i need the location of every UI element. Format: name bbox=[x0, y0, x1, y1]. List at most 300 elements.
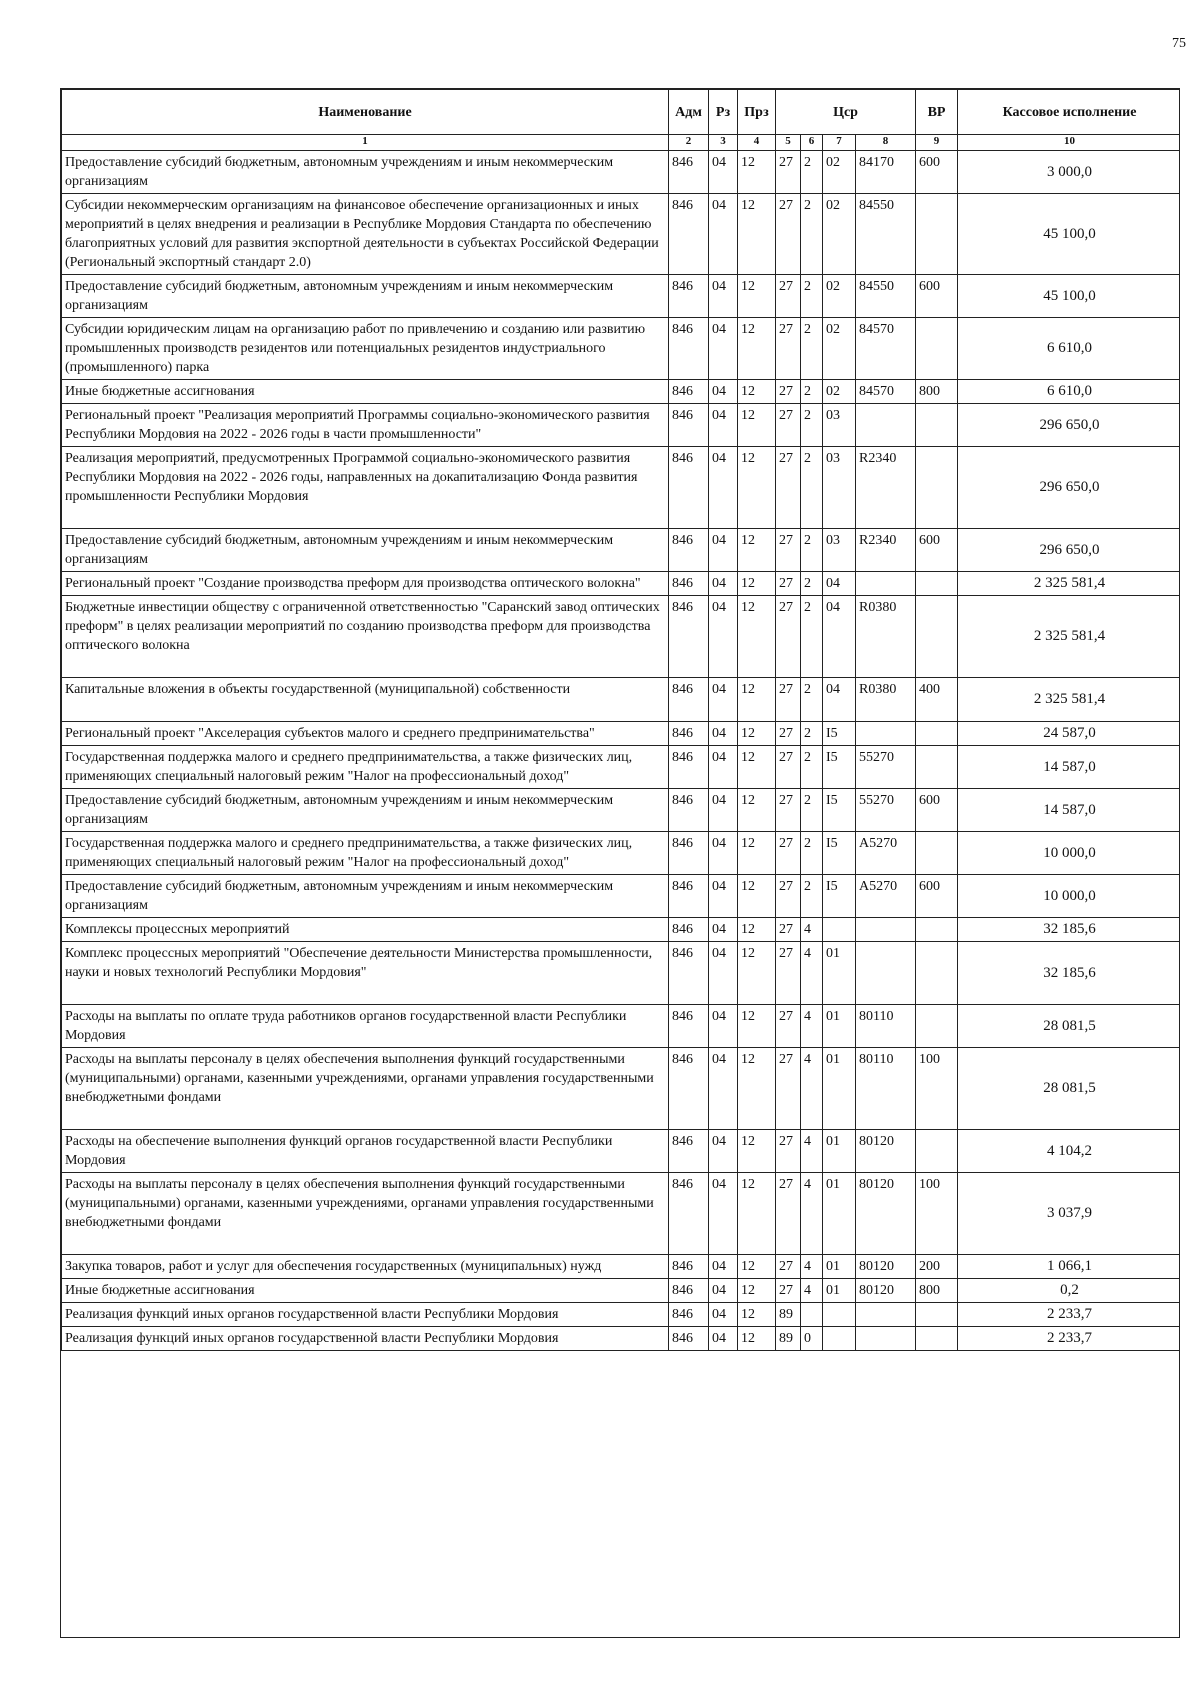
csr-type-cell: 2 bbox=[801, 875, 823, 918]
row-name-cell: Капитальные вложения в объекты государственной (муниципальной) собственности bbox=[62, 678, 669, 722]
vr-cell: 100 bbox=[916, 1173, 958, 1255]
vr-cell bbox=[916, 572, 958, 596]
csr-type-cell: 2 bbox=[801, 151, 823, 194]
row-name-cell: Реализация мероприятий, предусмотренных Программой социально-экономического развития Республики Мордовия на 2022 - 2026 годы, направленных на докапитализацию Фонда развития промышленности Республики Мордовия bbox=[62, 447, 669, 529]
row-name-cell: Субсидии некоммерческим организациям на финансовое обеспечение организационных и иных мероприятий в целях внедрения и реализации в Республике Мордовия Стандарта по обеспечению благоприятных условий для развития экспортной деятельности в субъектах Российской Федерации (Региональный экспортный стандарт 2.0) bbox=[62, 194, 669, 275]
amount-cell: 296 650,0 bbox=[958, 404, 1180, 447]
table-row bbox=[62, 572, 1181, 596]
csr-type-cell: 4 bbox=[801, 942, 823, 1005]
column-number: 4 bbox=[738, 135, 776, 151]
vr-cell bbox=[916, 596, 958, 678]
rz-cell: 04 bbox=[709, 447, 738, 529]
prz-cell: 12 bbox=[738, 1327, 776, 1351]
rz-cell: 04 bbox=[709, 1303, 738, 1327]
header-prz: Прз bbox=[738, 90, 776, 135]
header-csr: Цср bbox=[776, 90, 916, 135]
csr-program-cell: 27 bbox=[776, 1279, 801, 1303]
adm-cell: 846 bbox=[669, 572, 709, 596]
amount-cell: 14 587,0 bbox=[958, 789, 1180, 832]
row-name-cell: Региональный проект "Акселерация субъектов малого и среднего предпринимательства" bbox=[62, 722, 669, 746]
header-adm: Адм bbox=[669, 90, 709, 135]
vr-cell bbox=[916, 1303, 958, 1327]
row-name-cell: Государственная поддержка малого и среднего предпринимательства, а также физических лиц, применяющих специальный налоговый режим "Налог на профессиональный доход" bbox=[62, 746, 669, 789]
adm-cell: 846 bbox=[669, 1005, 709, 1048]
vr-cell: 800 bbox=[916, 1279, 958, 1303]
amount-cell: 24 587,0 bbox=[958, 722, 1180, 746]
row-name-cell: Комплекс процессных мероприятий "Обеспечение деятельности Министерства промышленности, науки и новых технологий Республики Мордовия" bbox=[62, 942, 669, 1005]
table-row bbox=[62, 678, 1181, 722]
prz-cell: 12 bbox=[738, 404, 776, 447]
vr-cell bbox=[916, 1130, 958, 1173]
vr-cell: 400 bbox=[916, 678, 958, 722]
amount-cell: 2 233,7 bbox=[958, 1303, 1180, 1327]
csr-subtype-cell: I5 bbox=[823, 746, 856, 789]
prz-cell: 12 bbox=[738, 1048, 776, 1130]
csr-direction-cell: 80120 bbox=[856, 1173, 916, 1255]
csr-subtype-cell bbox=[823, 1303, 856, 1327]
csr-type-cell: 2 bbox=[801, 318, 823, 380]
csr-direction-cell bbox=[856, 918, 916, 942]
amount-cell: 10 000,0 bbox=[958, 875, 1180, 918]
csr-type-cell: 4 bbox=[801, 1255, 823, 1279]
csr-direction-cell bbox=[856, 942, 916, 1005]
row-name-cell: Расходы на выплаты по оплате труда работников органов государственной власти Республики Мордовия bbox=[62, 1005, 669, 1048]
csr-subtype-cell: 01 bbox=[823, 1005, 856, 1048]
table-row bbox=[62, 1303, 1181, 1327]
csr-program-cell: 27 bbox=[776, 151, 801, 194]
prz-cell: 12 bbox=[738, 942, 776, 1005]
adm-cell: 846 bbox=[669, 151, 709, 194]
table-row bbox=[62, 380, 1181, 404]
column-number: 6 bbox=[801, 135, 823, 151]
csr-type-cell: 2 bbox=[801, 275, 823, 318]
rz-cell: 04 bbox=[709, 194, 738, 275]
table-row bbox=[62, 151, 1181, 194]
adm-cell: 846 bbox=[669, 875, 709, 918]
table-header-row bbox=[62, 90, 1181, 135]
csr-program-cell: 27 bbox=[776, 318, 801, 380]
amount-cell: 10 000,0 bbox=[958, 832, 1180, 875]
row-name-cell: Комплексы процессных мероприятий bbox=[62, 918, 669, 942]
csr-type-cell: 2 bbox=[801, 572, 823, 596]
amount-cell: 14 587,0 bbox=[958, 746, 1180, 789]
rz-cell: 04 bbox=[709, 596, 738, 678]
csr-direction-cell: R2340 bbox=[856, 529, 916, 572]
prz-cell: 12 bbox=[738, 380, 776, 404]
header-amount: Кассовое исполнение bbox=[958, 90, 1180, 135]
csr-subtype-cell: 02 bbox=[823, 318, 856, 380]
csr-subtype-cell: 01 bbox=[823, 1130, 856, 1173]
prz-cell: 12 bbox=[738, 875, 776, 918]
column-number: 7 bbox=[823, 135, 856, 151]
rz-cell: 04 bbox=[709, 1279, 738, 1303]
page-number: 75 bbox=[1172, 36, 1186, 51]
csr-direction-cell: R2340 bbox=[856, 447, 916, 529]
amount-cell: 2 325 581,4 bbox=[958, 678, 1180, 722]
rz-cell: 04 bbox=[709, 678, 738, 722]
csr-direction-cell: 84170 bbox=[856, 151, 916, 194]
table-row bbox=[62, 275, 1181, 318]
csr-subtype-cell: 04 bbox=[823, 572, 856, 596]
rz-cell: 04 bbox=[709, 722, 738, 746]
amount-cell: 2 325 581,4 bbox=[958, 572, 1180, 596]
adm-cell: 846 bbox=[669, 1173, 709, 1255]
prz-cell: 12 bbox=[738, 572, 776, 596]
table-row bbox=[62, 789, 1181, 832]
header-name: Наименование bbox=[62, 90, 669, 135]
row-name-cell: Бюджетные инвестиции обществу с ограниченной ответственностью "Саранский завод оптических преформ" в целях реализации мероприятий по созданию производства преформ для производства оптического волокна bbox=[62, 596, 669, 678]
csr-program-cell: 27 bbox=[776, 678, 801, 722]
row-name-cell: Субсидии юридическим лицам на организацию работ по привлечению и созданию или развитию промышленных производств резидентов или потенциальных резидентов индустриального (промышленного) парка bbox=[62, 318, 669, 380]
amount-cell: 28 081,5 bbox=[958, 1005, 1180, 1048]
vr-cell bbox=[916, 746, 958, 789]
prz-cell: 12 bbox=[738, 832, 776, 875]
vr-cell bbox=[916, 918, 958, 942]
csr-type-cell: 4 bbox=[801, 1048, 823, 1130]
adm-cell: 846 bbox=[669, 447, 709, 529]
amount-cell: 2 325 581,4 bbox=[958, 596, 1180, 678]
budget-execution-table bbox=[61, 89, 1180, 1351]
adm-cell: 846 bbox=[669, 942, 709, 1005]
vr-cell: 200 bbox=[916, 1255, 958, 1279]
amount-cell: 3 037,9 bbox=[958, 1173, 1180, 1255]
csr-direction-cell: 80110 bbox=[856, 1048, 916, 1130]
csr-direction-cell: 55270 bbox=[856, 746, 916, 789]
vr-cell bbox=[916, 832, 958, 875]
vr-cell: 600 bbox=[916, 789, 958, 832]
csr-type-cell: 2 bbox=[801, 789, 823, 832]
csr-subtype-cell: 04 bbox=[823, 596, 856, 678]
csr-type-cell: 2 bbox=[801, 447, 823, 529]
prz-cell: 12 bbox=[738, 1303, 776, 1327]
csr-direction-cell bbox=[856, 572, 916, 596]
row-name-cell: Расходы на обеспечение выполнения функций органов государственной власти Республики Мордовия bbox=[62, 1130, 669, 1173]
rz-cell: 04 bbox=[709, 151, 738, 194]
adm-cell: 846 bbox=[669, 404, 709, 447]
csr-program-cell: 27 bbox=[776, 875, 801, 918]
row-name-cell: Предоставление субсидий бюджетным, автономным учреждениям и иным некоммерческим организациям bbox=[62, 875, 669, 918]
rz-cell: 04 bbox=[709, 942, 738, 1005]
row-name-cell: Закупка товаров, работ и услуг для обеспечения государственных (муниципальных) нужд bbox=[62, 1255, 669, 1279]
csr-type-cell: 4 bbox=[801, 918, 823, 942]
table-row bbox=[62, 404, 1181, 447]
csr-type-cell: 0 bbox=[801, 1327, 823, 1351]
vr-cell bbox=[916, 404, 958, 447]
prz-cell: 12 bbox=[738, 722, 776, 746]
csr-type-cell: 4 bbox=[801, 1005, 823, 1048]
csr-type-cell: 2 bbox=[801, 529, 823, 572]
csr-subtype-cell: 01 bbox=[823, 1279, 856, 1303]
vr-cell bbox=[916, 942, 958, 1005]
csr-subtype-cell: I5 bbox=[823, 832, 856, 875]
column-number: 8 bbox=[856, 135, 916, 151]
header-vr: ВР bbox=[916, 90, 958, 135]
rz-cell: 04 bbox=[709, 572, 738, 596]
csr-program-cell: 27 bbox=[776, 789, 801, 832]
csr-direction-cell bbox=[856, 404, 916, 447]
adm-cell: 846 bbox=[669, 318, 709, 380]
prz-cell: 12 bbox=[738, 918, 776, 942]
csr-program-cell: 27 bbox=[776, 404, 801, 447]
csr-direction-cell: R0380 bbox=[856, 596, 916, 678]
csr-type-cell bbox=[801, 1303, 823, 1327]
adm-cell: 846 bbox=[669, 1130, 709, 1173]
csr-program-cell: 27 bbox=[776, 1130, 801, 1173]
amount-cell: 296 650,0 bbox=[958, 529, 1180, 572]
amount-cell: 3 000,0 bbox=[958, 151, 1180, 194]
csr-subtype-cell: 02 bbox=[823, 151, 856, 194]
rz-cell: 04 bbox=[709, 746, 738, 789]
prz-cell: 12 bbox=[738, 746, 776, 789]
adm-cell: 846 bbox=[669, 1048, 709, 1130]
column-number: 1 bbox=[62, 135, 669, 151]
prz-cell: 12 bbox=[738, 1279, 776, 1303]
amount-cell: 1 066,1 bbox=[958, 1255, 1180, 1279]
vr-cell: 600 bbox=[916, 275, 958, 318]
table-row bbox=[62, 447, 1181, 529]
vr-cell: 600 bbox=[916, 875, 958, 918]
vr-cell bbox=[916, 1327, 958, 1351]
table-row bbox=[62, 596, 1181, 678]
adm-cell: 846 bbox=[669, 789, 709, 832]
csr-subtype-cell bbox=[823, 918, 856, 942]
prz-cell: 12 bbox=[738, 1130, 776, 1173]
vr-cell bbox=[916, 318, 958, 380]
table-row bbox=[62, 318, 1181, 380]
column-number: 10 bbox=[958, 135, 1180, 151]
table-row bbox=[62, 918, 1181, 942]
vr-cell: 100 bbox=[916, 1048, 958, 1130]
csr-type-cell: 4 bbox=[801, 1173, 823, 1255]
column-number: 9 bbox=[916, 135, 958, 151]
adm-cell: 846 bbox=[669, 275, 709, 318]
table-row bbox=[62, 1130, 1181, 1173]
table-row bbox=[62, 529, 1181, 572]
vr-cell bbox=[916, 194, 958, 275]
csr-direction-cell: 84570 bbox=[856, 380, 916, 404]
adm-cell: 846 bbox=[669, 1303, 709, 1327]
row-name-cell: Региональный проект "Реализация мероприятий Программы социально-экономического развития Республики Мордовия на 2022 - 2026 годы в части промышленности" bbox=[62, 404, 669, 447]
amount-cell: 6 610,0 bbox=[958, 380, 1180, 404]
adm-cell: 846 bbox=[669, 529, 709, 572]
prz-cell: 12 bbox=[738, 789, 776, 832]
csr-program-cell: 27 bbox=[776, 529, 801, 572]
csr-program-cell: 27 bbox=[776, 596, 801, 678]
table-row bbox=[62, 1255, 1181, 1279]
csr-direction-cell: A5270 bbox=[856, 832, 916, 875]
rz-cell: 04 bbox=[709, 1173, 738, 1255]
adm-cell: 846 bbox=[669, 918, 709, 942]
csr-type-cell: 4 bbox=[801, 1279, 823, 1303]
csr-program-cell: 27 bbox=[776, 1048, 801, 1130]
vr-cell: 600 bbox=[916, 529, 958, 572]
rz-cell: 04 bbox=[709, 275, 738, 318]
table-row bbox=[62, 1279, 1181, 1303]
prz-cell: 12 bbox=[738, 447, 776, 529]
table-row bbox=[62, 875, 1181, 918]
csr-direction-cell: 80110 bbox=[856, 1005, 916, 1048]
prz-cell: 12 bbox=[738, 1255, 776, 1279]
row-name-cell: Иные бюджетные ассигнования bbox=[62, 1279, 669, 1303]
csr-subtype-cell: I5 bbox=[823, 875, 856, 918]
row-name-cell: Предоставление субсидий бюджетным, автономным учреждениям и иным некоммерческим организациям bbox=[62, 529, 669, 572]
csr-direction-cell bbox=[856, 722, 916, 746]
csr-program-cell: 27 bbox=[776, 918, 801, 942]
csr-type-cell: 2 bbox=[801, 678, 823, 722]
row-name-cell: Расходы на выплаты персоналу в целях обеспечения выполнения функций государственными (муниципальными) органами, казенными учреждениями, органами управления государственными внебюджетными фондами bbox=[62, 1048, 669, 1130]
csr-type-cell: 4 bbox=[801, 1130, 823, 1173]
csr-direction-cell: A5270 bbox=[856, 875, 916, 918]
csr-subtype-cell: 02 bbox=[823, 275, 856, 318]
csr-subtype-cell: 01 bbox=[823, 942, 856, 1005]
csr-subtype-cell bbox=[823, 1327, 856, 1351]
vr-cell bbox=[916, 447, 958, 529]
csr-program-cell: 27 bbox=[776, 275, 801, 318]
adm-cell: 846 bbox=[669, 596, 709, 678]
row-name-cell: Реализация функций иных органов государственной власти Республики Мордовия bbox=[62, 1327, 669, 1351]
csr-subtype-cell: I5 bbox=[823, 789, 856, 832]
csr-subtype-cell: 03 bbox=[823, 447, 856, 529]
header-rz: Рз bbox=[709, 90, 738, 135]
prz-cell: 12 bbox=[738, 596, 776, 678]
rz-cell: 04 bbox=[709, 1005, 738, 1048]
csr-program-cell: 27 bbox=[776, 1173, 801, 1255]
csr-subtype-cell: 01 bbox=[823, 1048, 856, 1130]
csr-type-cell: 2 bbox=[801, 746, 823, 789]
table-row bbox=[62, 1327, 1181, 1351]
prz-cell: 12 bbox=[738, 318, 776, 380]
csr-program-cell: 89 bbox=[776, 1303, 801, 1327]
budget-table-frame bbox=[60, 88, 1180, 1638]
adm-cell: 846 bbox=[669, 380, 709, 404]
adm-cell: 846 bbox=[669, 1255, 709, 1279]
csr-type-cell: 2 bbox=[801, 596, 823, 678]
csr-subtype-cell: 01 bbox=[823, 1173, 856, 1255]
csr-program-cell: 27 bbox=[776, 832, 801, 875]
csr-type-cell: 2 bbox=[801, 722, 823, 746]
amount-cell: 0,2 bbox=[958, 1279, 1180, 1303]
row-name-cell: Предоставление субсидий бюджетным, автономным учреждениям и иным некоммерческим организациям bbox=[62, 789, 669, 832]
csr-direction-cell: 84570 bbox=[856, 318, 916, 380]
table-row bbox=[62, 832, 1181, 875]
prz-cell: 12 bbox=[738, 194, 776, 275]
csr-type-cell: 2 bbox=[801, 832, 823, 875]
csr-program-cell: 27 bbox=[776, 722, 801, 746]
column-number: 2 bbox=[669, 135, 709, 151]
csr-type-cell: 2 bbox=[801, 404, 823, 447]
csr-subtype-cell: 04 bbox=[823, 678, 856, 722]
adm-cell: 846 bbox=[669, 832, 709, 875]
csr-subtype-cell: 02 bbox=[823, 380, 856, 404]
csr-program-cell: 27 bbox=[776, 380, 801, 404]
table-row bbox=[62, 722, 1181, 746]
csr-subtype-cell: 01 bbox=[823, 1255, 856, 1279]
amount-cell: 32 185,6 bbox=[958, 942, 1180, 1005]
adm-cell: 846 bbox=[669, 1327, 709, 1351]
rz-cell: 04 bbox=[709, 832, 738, 875]
prz-cell: 12 bbox=[738, 275, 776, 318]
table-row bbox=[62, 194, 1181, 275]
amount-cell: 28 081,5 bbox=[958, 1048, 1180, 1130]
csr-program-cell: 27 bbox=[776, 942, 801, 1005]
rz-cell: 04 bbox=[709, 318, 738, 380]
rz-cell: 04 bbox=[709, 1327, 738, 1351]
amount-cell: 6 610,0 bbox=[958, 318, 1180, 380]
prz-cell: 12 bbox=[738, 151, 776, 194]
csr-direction-cell: 84550 bbox=[856, 275, 916, 318]
csr-program-cell: 27 bbox=[776, 194, 801, 275]
csr-program-cell: 27 bbox=[776, 746, 801, 789]
csr-direction-cell: 80120 bbox=[856, 1279, 916, 1303]
rz-cell: 04 bbox=[709, 404, 738, 447]
prz-cell: 12 bbox=[738, 529, 776, 572]
row-name-cell: Региональный проект "Создание производства преформ для производства оптического волокна" bbox=[62, 572, 669, 596]
csr-type-cell: 2 bbox=[801, 194, 823, 275]
prz-cell: 12 bbox=[738, 1005, 776, 1048]
csr-direction-cell: 84550 bbox=[856, 194, 916, 275]
rz-cell: 04 bbox=[709, 789, 738, 832]
csr-program-cell: 27 bbox=[776, 572, 801, 596]
csr-direction-cell bbox=[856, 1303, 916, 1327]
table-body bbox=[62, 151, 1181, 1351]
rz-cell: 04 bbox=[709, 875, 738, 918]
adm-cell: 846 bbox=[669, 746, 709, 789]
row-name-cell: Расходы на выплаты персоналу в целях обеспечения выполнения функций государственными (муниципальными) органами, казенными учреждениями, органами управления государственными внебюджетными фондами bbox=[62, 1173, 669, 1255]
column-number: 5 bbox=[776, 135, 801, 151]
row-name-cell: Предоставление субсидий бюджетным, автономным учреждениям и иным некоммерческим организациям bbox=[62, 275, 669, 318]
column-numbers-row bbox=[62, 135, 1181, 151]
csr-subtype-cell: I5 bbox=[823, 722, 856, 746]
csr-direction-cell bbox=[856, 1327, 916, 1351]
vr-cell: 800 bbox=[916, 380, 958, 404]
rz-cell: 04 bbox=[709, 1255, 738, 1279]
csr-program-cell: 27 bbox=[776, 1005, 801, 1048]
amount-cell: 4 104,2 bbox=[958, 1130, 1180, 1173]
amount-cell: 296 650,0 bbox=[958, 447, 1180, 529]
rz-cell: 04 bbox=[709, 918, 738, 942]
vr-cell bbox=[916, 1005, 958, 1048]
csr-direction-cell: 55270 bbox=[856, 789, 916, 832]
table-row bbox=[62, 942, 1181, 1005]
amount-cell: 2 233,7 bbox=[958, 1327, 1180, 1351]
amount-cell: 32 185,6 bbox=[958, 918, 1180, 942]
table-row bbox=[62, 1173, 1181, 1255]
rz-cell: 04 bbox=[709, 1048, 738, 1130]
csr-direction-cell: 80120 bbox=[856, 1255, 916, 1279]
vr-cell bbox=[916, 722, 958, 746]
table-row bbox=[62, 746, 1181, 789]
row-name-cell: Иные бюджетные ассигнования bbox=[62, 380, 669, 404]
adm-cell: 846 bbox=[669, 1279, 709, 1303]
table-row bbox=[62, 1048, 1181, 1130]
amount-cell: 45 100,0 bbox=[958, 275, 1180, 318]
csr-subtype-cell: 02 bbox=[823, 194, 856, 275]
adm-cell: 846 bbox=[669, 722, 709, 746]
csr-program-cell: 27 bbox=[776, 447, 801, 529]
csr-program-cell: 89 bbox=[776, 1327, 801, 1351]
prz-cell: 12 bbox=[738, 1173, 776, 1255]
rz-cell: 04 bbox=[709, 529, 738, 572]
csr-direction-cell: R0380 bbox=[856, 678, 916, 722]
adm-cell: 846 bbox=[669, 678, 709, 722]
column-number: 3 bbox=[709, 135, 738, 151]
csr-type-cell: 2 bbox=[801, 380, 823, 404]
csr-subtype-cell: 03 bbox=[823, 404, 856, 447]
vr-cell: 600 bbox=[916, 151, 958, 194]
csr-subtype-cell: 03 bbox=[823, 529, 856, 572]
prz-cell: 12 bbox=[738, 678, 776, 722]
table-row bbox=[62, 1005, 1181, 1048]
